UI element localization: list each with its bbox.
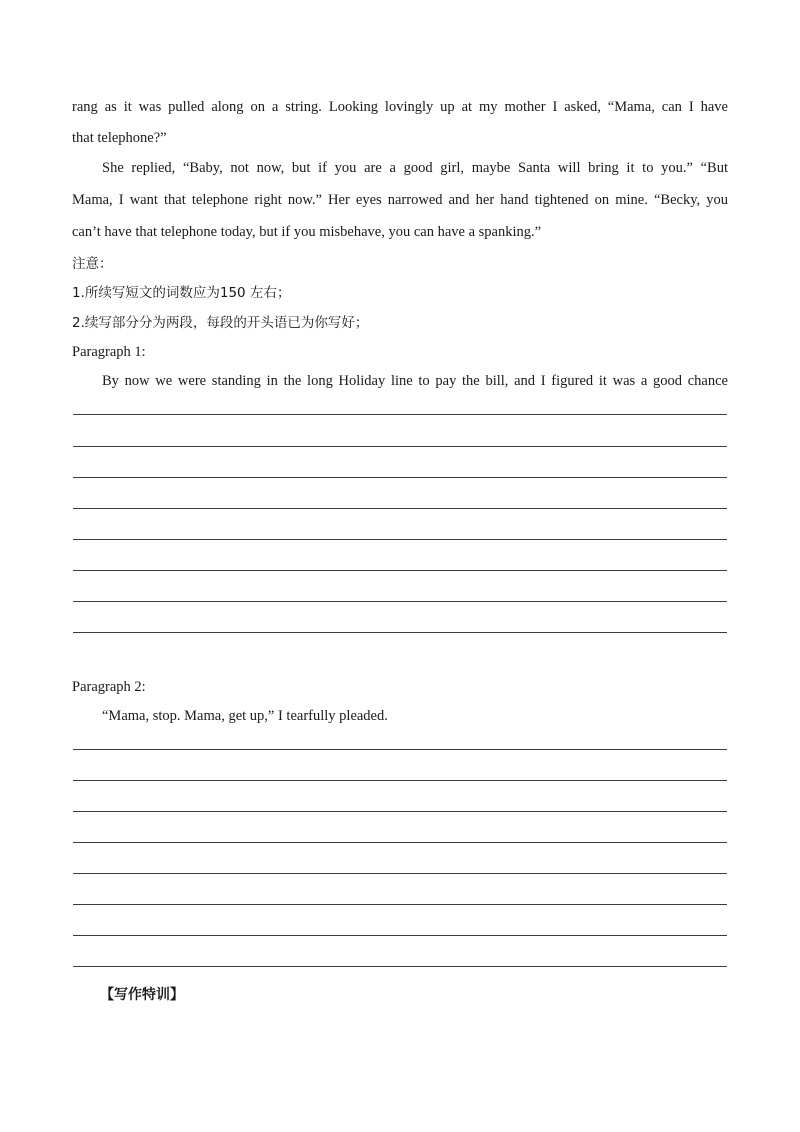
notes-item-1: 1.所续写短文的词数应为150 左右； bbox=[72, 285, 291, 301]
writing-line bbox=[73, 632, 727, 633]
writing-line bbox=[73, 570, 727, 571]
writing-line bbox=[73, 477, 727, 478]
writing-line bbox=[73, 842, 727, 843]
paragraph1-label: Paragraph 1: bbox=[72, 344, 146, 360]
writing-line bbox=[73, 966, 727, 967]
writing-line bbox=[73, 749, 727, 750]
passage-line-4: Mama, I want that telephone right now.” Her eyes narrowed and her hand tightened on mine. “Becky, you bbox=[72, 192, 728, 208]
notes-item-2: 2.续写部分分为两段，每段的开头语已为你写好； bbox=[72, 315, 369, 331]
section-heading: 【写作特训】 bbox=[100, 987, 184, 1003]
writing-line bbox=[73, 446, 727, 447]
writing-line bbox=[73, 508, 727, 509]
writing-line bbox=[73, 904, 727, 905]
writing-line bbox=[73, 414, 727, 415]
passage-line-5: can’t have that telephone today, but if you misbehave, you can have a spanking.” bbox=[72, 224, 542, 240]
notes-label: 注意： bbox=[72, 256, 113, 272]
writing-line bbox=[73, 935, 727, 936]
writing-line bbox=[73, 601, 727, 602]
passage-line-2: that telephone?” bbox=[72, 130, 167, 146]
paragraph2-opening: “Mama, stop. Mama, get up,” I tearfully pleaded. bbox=[102, 708, 388, 724]
writing-line bbox=[73, 811, 727, 812]
writing-line bbox=[73, 780, 727, 781]
writing-line bbox=[73, 539, 727, 540]
paragraph1-opening: By now we were standing in the long Holiday line to pay the bill, and I figured it was a good chance bbox=[102, 373, 728, 389]
writing-line bbox=[73, 873, 727, 874]
passage-line-1: rang as it was pulled along on a string. Looking lovingly up at my mother I asked, “Mama, can I have bbox=[72, 99, 728, 115]
passage-line-3: She replied, “Baby, not now, but if you are a good girl, maybe Santa will bring it to you.” “But bbox=[102, 160, 728, 176]
paragraph2-label: Paragraph 2: bbox=[72, 679, 146, 695]
